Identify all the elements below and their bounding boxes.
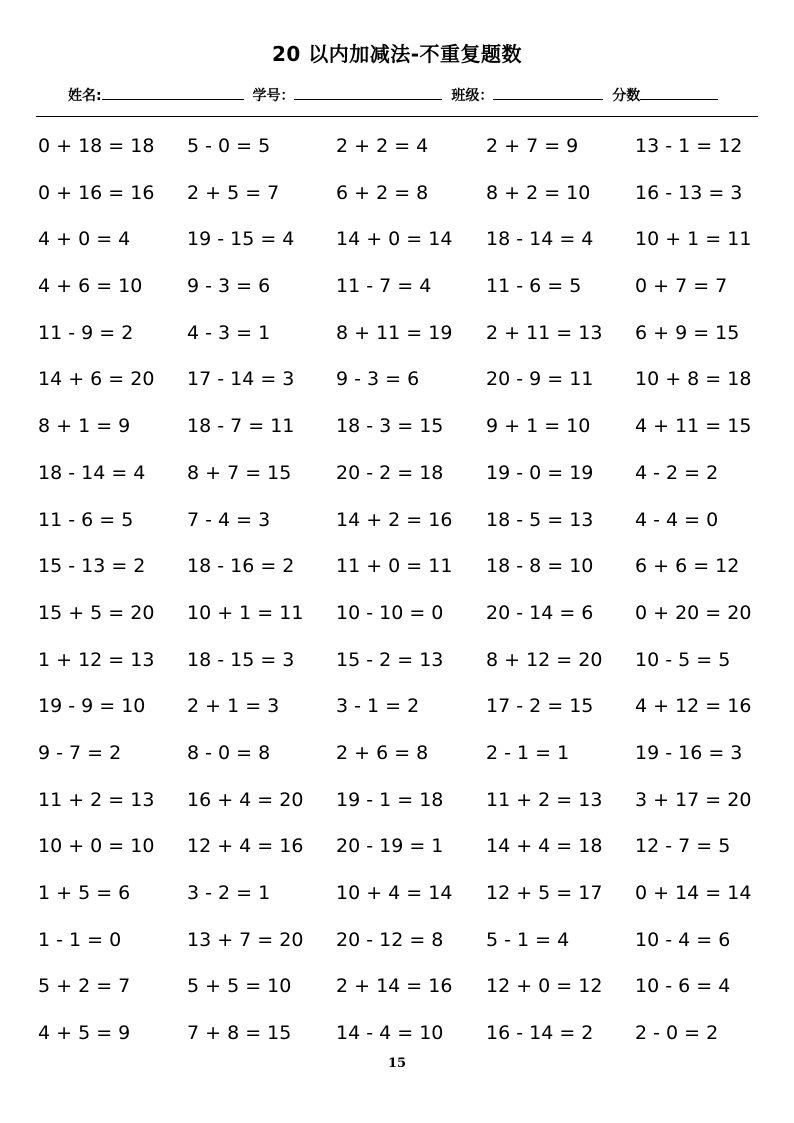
- problem-item: 3 + 17 = 20: [635, 788, 752, 811]
- problem-item: 9 + 1 = 10: [486, 415, 591, 438]
- problem-item: 2 + 2 = 4: [336, 135, 429, 157]
- problem-item: 20 - 19 = 1: [336, 835, 444, 858]
- problem-item: 5 - 1 = 4: [486, 928, 570, 951]
- problem-item: 2 + 7 = 9: [486, 135, 579, 157]
- problem-item: 16 - 13 = 3: [635, 181, 743, 204]
- problem-item: 18 - 5 = 13: [486, 508, 594, 531]
- problem-item: 0 + 20 = 20: [635, 601, 752, 624]
- student-info-row: [68, 85, 722, 107]
- problem-row: [38, 739, 778, 786]
- problem-item: 8 + 11 = 19: [336, 321, 453, 344]
- name-label: 姓名:: [68, 88, 102, 104]
- problem-item: 0 + 18 = 18: [38, 135, 155, 157]
- problem-item: 11 + 0 = 11: [336, 555, 453, 578]
- problem-item: 4 + 5 = 9: [38, 1022, 131, 1045]
- problem-item: 5 - 0 = 5: [187, 135, 271, 157]
- problem-item: 18 - 7 = 11: [187, 415, 295, 438]
- problem-item: 19 - 9 = 10: [38, 695, 146, 718]
- problem-item: 2 + 1 = 3: [187, 695, 280, 718]
- problem-item: 8 - 0 = 8: [187, 741, 271, 764]
- problem-item: 0 + 16 = 16: [38, 181, 155, 204]
- problem-item: 12 + 5 = 17: [486, 882, 603, 904]
- problem-row: [38, 786, 778, 833]
- problem-item: 1 - 1 = 0: [38, 928, 122, 951]
- problem-item: 4 + 0 = 4: [38, 228, 131, 251]
- problem-row: [38, 179, 778, 226]
- name-field[interactable]: [102, 87, 244, 100]
- student-id-field[interactable]: [294, 87, 442, 100]
- problem-row: [38, 926, 778, 973]
- problem-item: 14 + 6 = 20: [38, 368, 155, 391]
- problem-item: 10 - 5 = 5: [635, 648, 731, 671]
- problem-item: 3 - 2 = 1: [187, 882, 271, 904]
- problem-item: 11 - 7 = 4: [336, 275, 432, 298]
- problem-item: 13 - 1 = 12: [635, 135, 743, 157]
- problem-item: 15 - 13 = 2: [38, 555, 146, 578]
- problem-item: 10 + 4 = 14: [336, 882, 453, 904]
- problem-row: [38, 972, 778, 1019]
- problem-item: 0 + 7 = 7: [635, 275, 728, 298]
- problem-item: 8 + 12 = 20: [486, 648, 603, 671]
- problem-item: 14 + 4 = 18: [486, 835, 603, 858]
- problem-item: 1 + 12 = 13: [38, 648, 155, 671]
- problem-row: [38, 459, 778, 506]
- problem-item: 12 + 4 = 16: [187, 835, 304, 858]
- problem-item: 19 - 0 = 19: [486, 461, 594, 484]
- student-id-label: 学号：: [252, 88, 295, 104]
- problem-item: 4 - 2 = 2: [635, 461, 719, 484]
- problem-item: 12 + 0 = 12: [486, 975, 603, 998]
- problem-item: 10 - 10 = 0: [336, 601, 444, 624]
- problem-item: 18 - 15 = 3: [187, 648, 295, 671]
- problem-item: 10 - 4 = 6: [635, 928, 731, 951]
- problem-item: 2 + 14 = 16: [336, 975, 453, 998]
- problem-item: 2 - 0 = 2: [635, 1022, 719, 1045]
- problem-item: 14 + 2 = 16: [336, 508, 453, 531]
- problem-item: 2 + 6 = 8: [336, 741, 429, 764]
- problem-item: 20 - 2 = 18: [336, 461, 444, 484]
- score-field[interactable]: [640, 87, 718, 100]
- problem-item: 4 - 3 = 1: [187, 321, 271, 344]
- problem-item: 9 - 3 = 6: [187, 275, 271, 298]
- problem-item: 19 - 15 = 4: [187, 228, 295, 251]
- problem-row: [38, 552, 778, 599]
- problem-item: 11 + 2 = 13: [38, 788, 155, 811]
- problem-item: 11 - 9 = 2: [38, 321, 134, 344]
- problem-item: 8 + 7 = 15: [187, 461, 292, 484]
- problem-item: 6 + 6 = 12: [635, 555, 740, 578]
- problem-item: 7 - 4 = 3: [187, 508, 271, 531]
- class-label: 班级：: [451, 88, 494, 104]
- problem-row: [38, 412, 778, 459]
- problem-item: 5 + 2 = 7: [38, 975, 131, 998]
- problem-item: 20 - 9 = 11: [486, 368, 594, 391]
- problem-item: 4 + 12 = 16: [635, 695, 752, 718]
- problem-item: 18 - 14 = 4: [38, 461, 146, 484]
- problem-item: 19 - 16 = 3: [635, 741, 743, 764]
- problem-item: 9 - 7 = 2: [38, 741, 122, 764]
- problem-item: 10 + 1 = 11: [635, 228, 752, 251]
- problem-item: 2 - 1 = 1: [486, 741, 570, 764]
- problem-item: 16 + 4 = 20: [187, 788, 304, 811]
- problem-row: [38, 272, 778, 319]
- problem-item: 1 + 5 = 6: [38, 882, 131, 904]
- problem-item: 12 - 7 = 5: [635, 835, 731, 858]
- problem-item: 19 - 1 = 18: [336, 788, 444, 811]
- problem-item: 18 - 14 = 4: [486, 228, 594, 251]
- problem-item: 2 + 5 = 7: [187, 181, 280, 204]
- problem-row: [38, 599, 778, 646]
- problem-item: 14 - 4 = 10: [336, 1022, 444, 1045]
- problem-row: [38, 132, 778, 179]
- problem-row: [38, 506, 778, 553]
- problem-item: 18 - 16 = 2: [187, 555, 295, 578]
- problem-item: 2 + 11 = 13: [486, 321, 603, 344]
- problem-row: [38, 319, 778, 366]
- problem-row: [38, 879, 778, 926]
- problem-item: 11 + 2 = 13: [486, 788, 603, 811]
- problem-row: [38, 832, 778, 879]
- problem-item: 17 - 14 = 3: [187, 368, 295, 391]
- problem-item: 8 + 2 = 10: [486, 181, 591, 204]
- problem-grid: [38, 132, 778, 1066]
- problem-row: [38, 646, 778, 693]
- problem-item: 5 + 5 = 10: [187, 975, 292, 998]
- problem-item: 10 - 6 = 4: [635, 975, 731, 998]
- problem-item: 10 + 8 = 18: [635, 368, 752, 391]
- problem-item: 20 - 12 = 8: [336, 928, 444, 951]
- problem-item: 8 + 1 = 9: [38, 415, 131, 438]
- problem-item: 10 + 0 = 10: [38, 835, 155, 858]
- problem-item: 4 + 6 = 10: [38, 275, 143, 298]
- problem-item: 3 - 1 = 2: [336, 695, 420, 718]
- problem-item: 9 - 3 = 6: [336, 368, 420, 391]
- page-number: 15: [387, 1056, 407, 1071]
- class-field[interactable]: [493, 87, 603, 100]
- problem-item: 13 + 7 = 20: [187, 928, 304, 951]
- problem-item: 0 + 14 = 14: [635, 882, 752, 904]
- problem-item: 18 - 8 = 10: [486, 555, 594, 578]
- problem-item: 15 - 2 = 13: [336, 648, 444, 671]
- problem-item: 6 + 9 = 15: [635, 321, 740, 344]
- problem-item: 17 - 2 = 15: [486, 695, 594, 718]
- problem-item: 4 - 4 = 0: [635, 508, 719, 531]
- problem-item: 10 + 1 = 11: [187, 601, 304, 624]
- problem-item: 16 - 14 = 2: [486, 1022, 594, 1045]
- problem-item: 6 + 2 = 8: [336, 181, 429, 204]
- problem-item: 20 - 14 = 6: [486, 601, 594, 624]
- problem-row: [38, 225, 778, 272]
- problem-row: [38, 692, 778, 739]
- problem-row: [38, 365, 778, 412]
- problem-item: 7 + 8 = 15: [187, 1022, 292, 1045]
- score-label: 分数: [612, 88, 641, 104]
- problem-item: 11 - 6 = 5: [486, 275, 582, 298]
- page-title: 20 以内加减法-不重复题数: [271, 42, 523, 66]
- problem-item: 11 - 6 = 5: [38, 508, 134, 531]
- problem-item: 14 + 0 = 14: [336, 228, 453, 251]
- problem-item: 4 + 11 = 15: [635, 415, 752, 438]
- header-divider: [36, 116, 758, 117]
- problem-item: 18 - 3 = 15: [336, 415, 444, 438]
- problem-item: 15 + 5 = 20: [38, 601, 155, 624]
